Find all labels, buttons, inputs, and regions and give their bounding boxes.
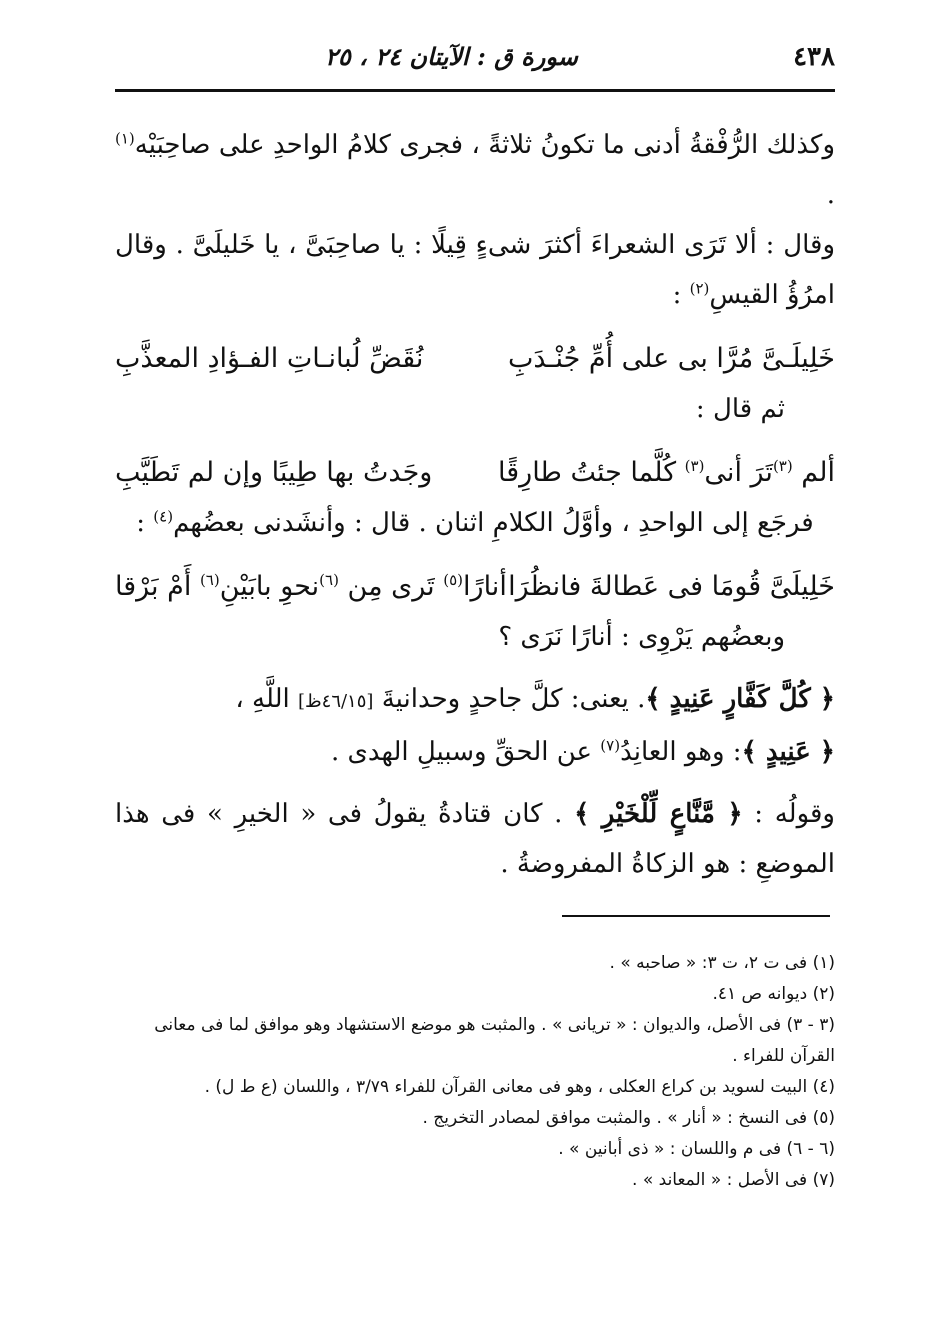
footnote-ref-3-open[interactable]: (٣) bbox=[772, 457, 793, 475]
verse-1-first-hemistich: خَلِيلَـىَّ مُرَّا بى على أُمِّ جُنْـدَبِ bbox=[507, 343, 835, 374]
footnote-ref-3-close[interactable]: (٣) bbox=[684, 457, 705, 475]
verse-2-first-hemistich bbox=[498, 448, 835, 498]
footnote-4: (٤) البيت لسويد بن كراع العكلى ، وهو فى معانى القرآن للفراء ٣/٧٩ ، واللسان (ع ط ل) . bbox=[204, 1077, 835, 1097]
paragraph-5-text-b: . كان قتادةُ يقولُ فى « الخيرِ » فى هذا الموضعِ : هو الزكاةُ المفروضةُ . bbox=[115, 799, 835, 879]
paragraph-2-end: : bbox=[672, 280, 690, 310]
footnote-ref-4[interactable]: (٤) bbox=[153, 507, 174, 526]
footnote-ref-6-open[interactable]: (٦) bbox=[319, 571, 339, 589]
commentary-block bbox=[115, 674, 835, 777]
running-title: سورة ق : الآيتان ٢٤ ، ٢٥ bbox=[325, 42, 578, 71]
verse-2-text-c: كُلَّما جئتُ طارِقًا bbox=[498, 457, 685, 488]
quran-quote-kull-kaffar: ﴿ كُلَّ كَفَّارٍ عَنِيدٍ ﴾ bbox=[645, 684, 835, 714]
return-line-text: فرجَع إلى الواحدِ ، وأوَّلُ الكلامِ اثنان . قال : وأنشَدنى بعضُهم bbox=[173, 508, 814, 538]
header-rule bbox=[115, 89, 835, 92]
verse-2-text-b: تَرَ أنى bbox=[704, 457, 773, 488]
quran-quote-anid: ﴿ عَنِيدٍ ﴾ bbox=[741, 737, 835, 767]
paragraph-2-text: وقال : ألا تَرَى الشعراءَ أكثرَ شىءٍ قِيلًا : يا صاحِبَىَّ ، يا خَليلَىَّ . وقال امرُؤُ القيسِ bbox=[115, 230, 835, 310]
verse-3-first-hemistich: خَلِيلَىَّ قُومَا فى عَطالةَ فانظُرَا bbox=[508, 571, 835, 602]
footnote-1: (١) فى ت ٢، ت ٣: « صاحبه » . bbox=[609, 953, 835, 973]
footnote-separator bbox=[562, 915, 830, 917]
paragraph-4-text-b: عن الحقِّ وسبيلِ الهدى . bbox=[330, 737, 601, 767]
variant-reading-line: وبعضُهم يَرْوِى : أنارًا نَرَى ؟ bbox=[498, 622, 785, 652]
page-header bbox=[115, 38, 835, 80]
footnote-ref-5[interactable]: (٥) bbox=[443, 571, 464, 589]
paragraph-1-text: وكذلك الرُّفْقةُ أدنى ما تكونُ ثلاثةً ، فجرى كلامُ الواحدِ على صاحِبَيْه bbox=[134, 130, 835, 160]
paragraph-5-text-a: وقولُه : bbox=[742, 799, 835, 829]
footnote-5: (٥) فى النسخ : « أنار » . والمثبت موافق لمصادر التخريج . bbox=[422, 1108, 835, 1128]
footnotes bbox=[115, 948, 835, 1196]
verse-3-text-b: تَرى مِن bbox=[338, 571, 444, 602]
return-line bbox=[115, 498, 835, 548]
footnote-ref-1[interactable]: (١) bbox=[115, 129, 135, 148]
verse-3-second-hemistich bbox=[115, 562, 507, 612]
footnote-3: (٣ - ٣) فى الأصل، والديوان : « تريانى » . والمثبت هو موضع الاستشهاد وهو موافق لما فى معانى القرآن للفراء . bbox=[154, 1015, 835, 1066]
verse-3-text-c: نحوِ بابَيْنِ bbox=[219, 571, 320, 602]
verse-2 bbox=[115, 448, 835, 498]
return-line-end: : bbox=[136, 508, 154, 538]
paragraph-3-text: . يعنى: كلَّ جاحدٍ وحدانيةَ bbox=[381, 684, 646, 714]
commentary-block-2 bbox=[115, 789, 835, 889]
verse-3-text-d: أَمْ بَرْقا bbox=[115, 571, 200, 602]
quran-quote-mannaa: ﴿ مَّنَّاعٍ لِّلْخَيْرِ ﴾ bbox=[574, 799, 743, 829]
verse-1 bbox=[115, 334, 835, 384]
verse-3 bbox=[115, 562, 835, 612]
paragraph-3 bbox=[115, 674, 835, 727]
paragraph-4 bbox=[115, 727, 835, 777]
verse-3-text-a: أنارًا bbox=[463, 571, 507, 602]
manuscript-folio-marker: [٤٦/١٥ظ] bbox=[297, 691, 374, 712]
main-text bbox=[115, 120, 835, 889]
footnote-ref-2[interactable]: (٢) bbox=[689, 279, 710, 298]
verse-1-second-hemistich: نُقَضِّ لُبانـاتِ الفـؤادِ المعذَّبِ bbox=[115, 343, 424, 374]
footnote-6: (٦ - ٦) فى م واللسان : « ذى أبانين » . bbox=[558, 1139, 835, 1159]
footnote-ref-6-close[interactable]: (٦) bbox=[199, 571, 220, 589]
paragraph-4-text-a: : وهو العانِدُ bbox=[620, 737, 742, 767]
verse-2-text-a: ألم bbox=[792, 457, 835, 488]
paragraph-2 bbox=[115, 220, 835, 320]
then-said-line: ثم قال : bbox=[695, 394, 785, 424]
footnote-2: (٢) ديوانه ص ٤١. bbox=[712, 984, 835, 1004]
paragraph-1 bbox=[115, 120, 835, 220]
paragraph-5 bbox=[115, 789, 835, 889]
paragraph-1-end: . bbox=[826, 180, 835, 210]
paragraph-3-end: اللَّهِ ، bbox=[235, 684, 298, 714]
footnote-7: (٧) فى الأصل : « المعاند » . bbox=[632, 1170, 835, 1190]
page-number: ٤٣٨ bbox=[793, 42, 835, 72]
footnote-ref-7[interactable]: (٧) bbox=[600, 736, 621, 755]
verse-2-second-hemistich: وجَدتُ بها طِيبًا وإن لم تَطَيَّبِ bbox=[115, 457, 433, 488]
